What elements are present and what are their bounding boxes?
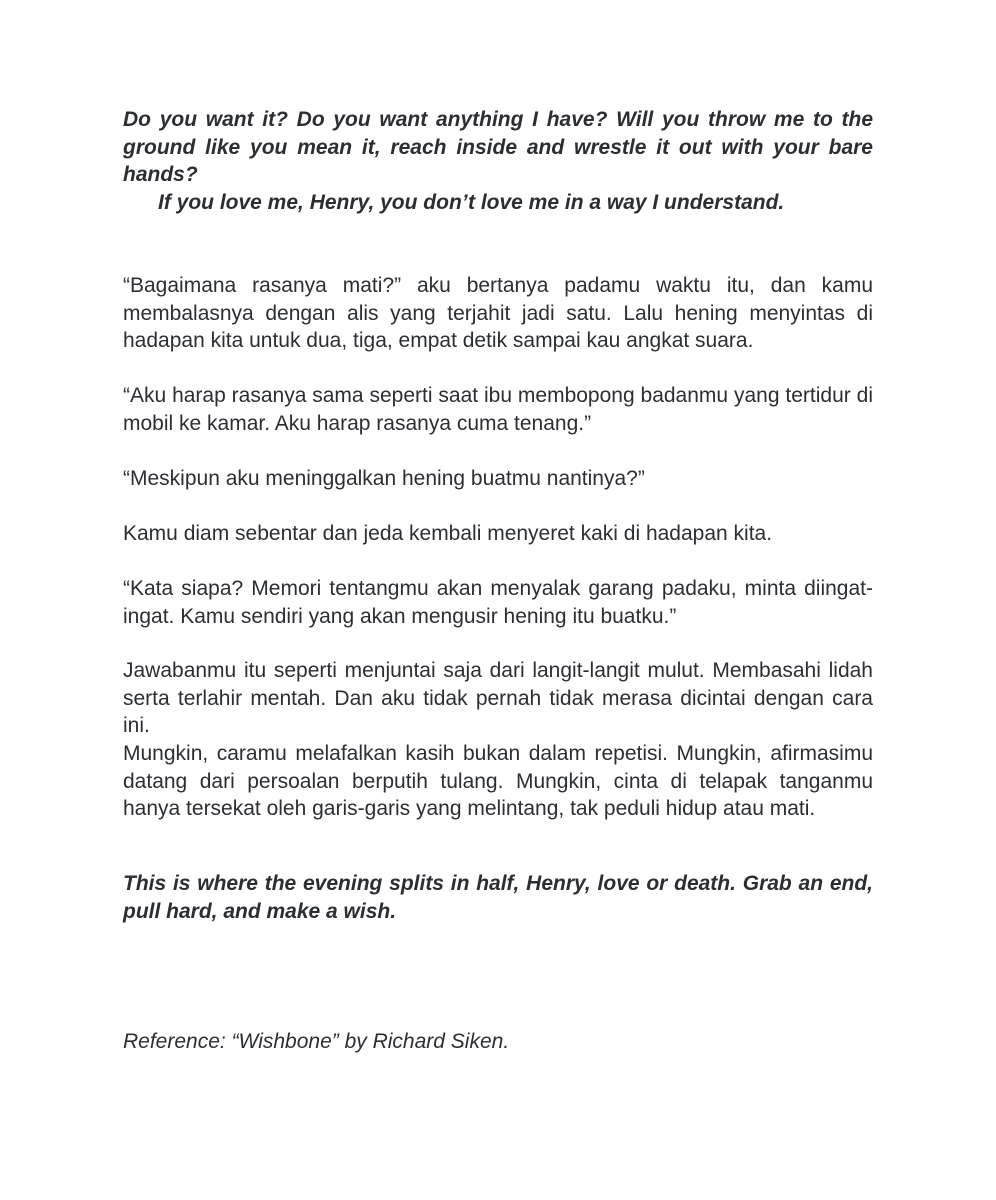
paragraph-1: “Bagaimana rasanya mati?” aku bertanya padamu waktu itu, dan kamu membalasnya dengan alis yang terjahit jadi satu. Lalu hening menyintas di hadapan kita untuk dua, tiga, empat detik sampai kau angkat suara. [123,274,873,352]
paragraph-3: “Meskipun aku meninggalkan hening buatmu nantinya?” [123,467,645,490]
epigraph-line-2: If you love me, Henry, you don’t love me in a way I understand. [158,190,785,214]
epigraph [123,106,873,216]
paragraph-5: “Kata siapa? Memori tentangmu akan menyalak garang padaku, minta diingat-ingat. Kamu sendiri yang akan mengusir hening itu buatku.” [123,577,873,628]
paragraph-4: Kamu diam sebentar dan jeda kembali menyeret kaki di hadapan kita. [123,522,773,545]
paragraph-2: “Aku harap rasanya sama seperti saat ibu membopong badanmu yang tertidur di mobil ke kamar. Aku harap rasanya cuma tenang.” [123,384,873,435]
epigraph-line-1: Do you want it? Do you want anything I have? Will you throw me to the ground like you mean it, reach inside and wrestle it out with your bare hands? [123,108,873,186]
reference-note: Reference: “Wishbone” by Richard Siken. [123,1030,510,1053]
paragraph-7: Mungkin, caramu melafalkan kasih bukan dalam repetisi. Mungkin, afirmasimu datang dari persoalan berputih tulang. Mungkin, cinta di telapak tanganmu hanya tersekat oleh garis-garis yang melintang, tak peduli hidup atau mati. [123,742,873,820]
paragraph-6: Jawabanmu itu seperti menjuntai saja dari langit-langit mulut. Membasahi lidah serta terlahir mentah. Dan aku tidak pernah tidak merasa dicintai dengan cara ini. [123,659,873,737]
closing-paragraph: This is where the evening splits in half, Henry, love or death. Grab an end, pull hard, and make a wish. [123,872,873,923]
